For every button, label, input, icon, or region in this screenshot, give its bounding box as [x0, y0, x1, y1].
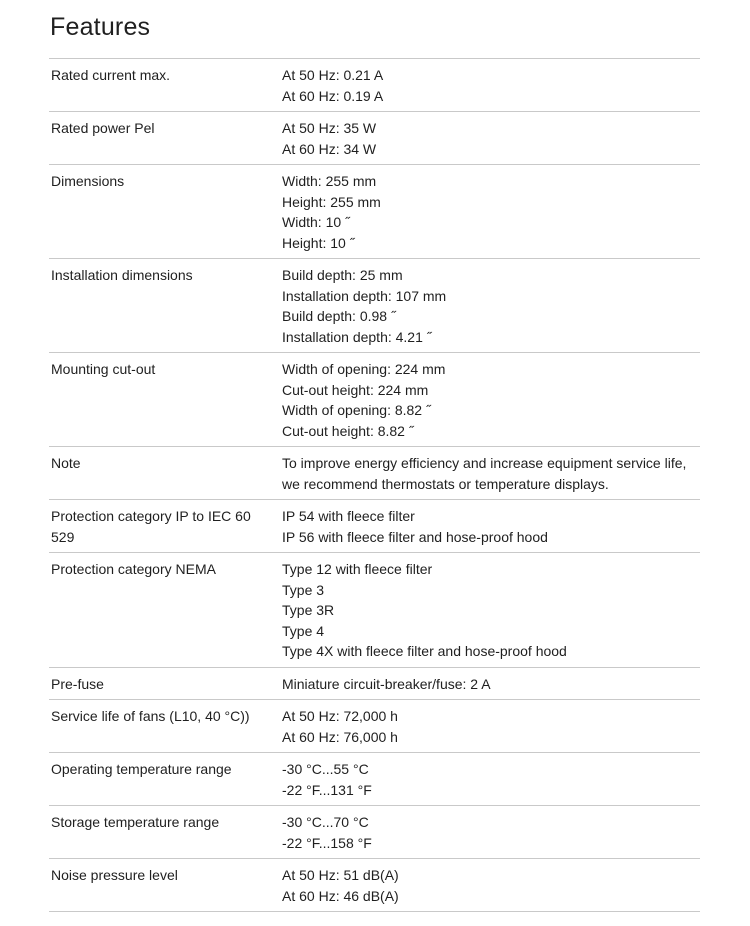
spec-row — [49, 58, 700, 111]
spec-values — [282, 865, 700, 906]
spec-row — [49, 446, 700, 499]
spec-row — [49, 858, 700, 911]
spec-value: Build depth: 25 mm — [282, 267, 403, 283]
spec-value: Width of opening: 224 mm — [282, 361, 446, 377]
spec-value: IP 56 with fleece filter and hose-proof hood — [282, 528, 548, 545]
spec-label: Dimensions — [51, 173, 125, 189]
spec-row — [49, 752, 700, 805]
spec-values — [282, 65, 700, 106]
spec-label: Note — [51, 455, 81, 471]
spec-value: Type 12 with fleece filter — [282, 561, 433, 577]
spec-value: -30 °C...70 °C — [282, 814, 369, 830]
spec-label: Protection category IP to IEC 60 529 — [51, 508, 251, 545]
spec-values — [282, 812, 700, 853]
spec-value: At 50 Hz: 51 dB(A) — [282, 867, 399, 883]
spec-row — [49, 667, 700, 700]
spec-label: Mounting cut-out — [51, 361, 156, 377]
spec-value: Width: 255 mm — [282, 173, 377, 189]
spec-value: -22 °F...158 °F — [282, 834, 372, 851]
spec-values — [282, 359, 700, 441]
spec-values — [282, 453, 700, 494]
spec-row — [49, 805, 700, 858]
spec-value: Height: 255 mm — [282, 193, 381, 210]
spec-label: Operating temperature range — [51, 761, 232, 777]
spec-value: Type 4 — [282, 622, 325, 639]
spec-value: Build depth: 0.98 ˝ — [282, 308, 396, 324]
spec-value: Cut-out height: 224 mm — [282, 381, 429, 398]
page-title: Features — [50, 13, 151, 41]
spec-value: At 50 Hz: 0.21 A — [282, 67, 384, 83]
spec-value: Width of opening: 8.82 ˝ — [282, 402, 431, 418]
spec-row — [49, 164, 700, 258]
spec-values — [282, 171, 700, 253]
spec-value: Cut-out height: 8.82 ˝ — [282, 422, 414, 439]
spec-value: At 60 Hz: 46 dB(A) — [282, 887, 399, 904]
spec-value: Type 3 — [282, 581, 325, 598]
spec-value: Miniature circuit-breaker/fuse: 2 A — [282, 675, 491, 692]
spec-value: -22 °F...131 °F — [282, 781, 372, 798]
spec-label: Service life of fans (L10, 40 °C)) — [51, 708, 250, 724]
spec-row — [49, 352, 700, 446]
spec-value: At 50 Hz: 35 W — [282, 120, 377, 136]
spec-values — [282, 706, 700, 747]
spec-value: Width: 10 ˝ — [282, 214, 350, 230]
spec-value: Installation depth: 107 mm — [282, 287, 447, 304]
spec-values — [282, 265, 700, 347]
spec-values — [282, 559, 700, 662]
spec-value: Installation depth: 4.21 ˝ — [282, 328, 432, 345]
spec-values — [282, 759, 700, 800]
spec-label: Pre-fuse — [51, 675, 104, 692]
spec-row — [49, 552, 700, 667]
spec-table — [49, 58, 700, 912]
spec-value: -30 °C...55 °C — [282, 761, 369, 777]
spec-values — [282, 506, 700, 547]
spec-values — [282, 118, 700, 159]
spec-label: Noise pressure level — [51, 867, 178, 883]
spec-label: Rated current max. — [51, 67, 171, 83]
spec-label: Protection category NEMA — [51, 561, 216, 577]
spec-label: Rated power Pel — [51, 120, 155, 136]
spec-value: At 60 Hz: 0.19 A — [282, 87, 384, 104]
spec-value: To improve energy efficiency and increase equipment service life, we recommend thermostats or temperature displays. — [282, 455, 687, 492]
spec-value: Type 4X with fleece filter and hose-proof hood — [282, 643, 567, 659]
spec-value: Height: 10 ˝ — [282, 234, 355, 251]
spec-label: Storage temperature range — [51, 814, 220, 830]
spec-value: IP 54 with fleece filter — [282, 508, 415, 524]
spec-value: At 60 Hz: 34 W — [282, 140, 377, 157]
spec-row — [49, 499, 700, 552]
spec-value: At 60 Hz: 76,000 h — [282, 728, 398, 745]
spec-value: Type 3R — [282, 602, 335, 618]
spec-values — [282, 674, 700, 695]
spec-value: At 50 Hz: 72,000 h — [282, 708, 398, 724]
spec-row — [49, 258, 700, 352]
spec-row — [49, 699, 700, 752]
spec-row — [49, 111, 700, 164]
spec-label: Installation dimensions — [51, 267, 193, 283]
